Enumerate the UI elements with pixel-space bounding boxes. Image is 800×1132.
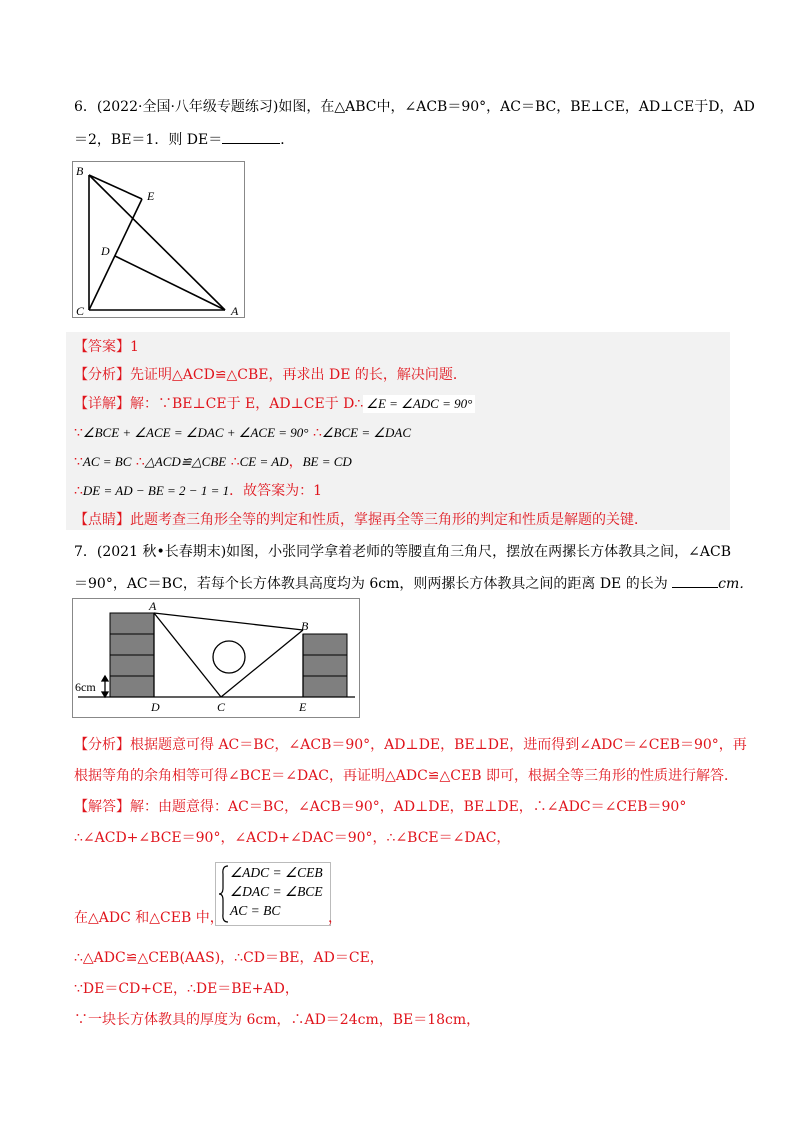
q6-detail-line1 xyxy=(74,395,475,413)
q7-analysis-line2: 根据等角的余角相等可得∠BCE＝∠DAC，再证明△ADC≌△CEB 即可，根据全等三角形的性质进行解答． xyxy=(74,768,738,784)
q6-detail-text: 【详解】解：∵BE⊥CE于 E，AD⊥CE于 D∴ xyxy=(74,396,364,412)
q7-solution-line3 xyxy=(74,909,224,927)
q7-solution-line6: ∵一块长方体教具的厚度为 6cm，∴AD＝24cm，BE＝18cm， xyxy=(74,1012,481,1028)
q6-therefore-sym4: ∴ xyxy=(74,483,83,499)
q7-stem-line1: 7．(2021 秋•长春期末)如图，小张同学拿着老师的等腰直角三角尺，摆放在两摞长方体教具之间，∠ACB xyxy=(74,544,732,560)
q7-solution-line4: ∴△ADC≌△CEB(AAS)，∴CD＝BE，AD＝CE， xyxy=(74,950,384,966)
q6-step3-math: AC = BC xyxy=(82,454,132,469)
q6-answer-blank xyxy=(222,131,280,144)
q7-label-b: B xyxy=(301,619,309,633)
q7-height-label: 6cm xyxy=(75,680,96,694)
q6-triangle-diagram xyxy=(73,162,244,317)
q6-comment: 【点睛】此题考查三角形全等的判定和性质，掌握再全等三角形的判定和性质是解题的关键． xyxy=(74,512,648,528)
q7-figure xyxy=(72,598,360,718)
q6-step2-math: ∠BCE + ∠ACE = ∠DAC + ∠ACE = 90° xyxy=(82,425,309,440)
q6-analysis: 【分析】先证明△ACD≌△CBE，再求出 DE 的长，解决问题． xyxy=(74,367,467,383)
q7-stem-line2-text: ＝90°，AC＝BC，若每个长方体教具高度均为 6cm，则两摞长方体教具之间的距离 DE 的长为 xyxy=(74,576,673,592)
q7-right-block-3 xyxy=(303,676,347,697)
q6-figure xyxy=(72,161,245,318)
q6-detail-line4 xyxy=(74,482,322,500)
q7-label-d: D xyxy=(151,700,160,714)
q6-step4-math: DE = AD − BE = 2 − 1 = 1 xyxy=(82,483,230,498)
q6-step2-math2: ∠BCE = ∠DAC xyxy=(321,425,412,440)
q6-answer-label: 【答案】 xyxy=(74,339,130,355)
q6-stem-line2-end: ． xyxy=(280,132,295,148)
q6-detail-line3 xyxy=(74,453,352,471)
q6-step3-math3: CE = AD xyxy=(239,454,289,469)
q6-answer xyxy=(74,338,139,356)
q7-label-c: C xyxy=(217,700,226,714)
q6-label-c: C xyxy=(76,304,85,317)
q6-label-e: E xyxy=(147,189,155,203)
q7-stem-line2-end: cm． xyxy=(718,576,754,592)
q6-label-b: B xyxy=(76,164,84,178)
q7-right-block-2 xyxy=(303,655,347,676)
q7-analysis-line1: 【分析】根据题意可得 AC＝BC，∠ACB＝90°，AD⊥DE，BE⊥DE，进而得到∠ADC＝∠CEB＝90°，再 xyxy=(74,737,747,753)
q7-solution-line2: ∴∠ACD+∠BCE＝90°，∠ACD+∠DAC＝90°，∴∠BCE＝∠DAC， xyxy=(74,830,511,846)
q6-label-d: D xyxy=(101,244,110,258)
q7-label-e: E xyxy=(299,700,307,714)
q7-stem-line2 xyxy=(74,575,753,593)
q6-therefore-sym3: ∴ xyxy=(230,454,240,470)
q6-detail-line2 xyxy=(74,424,411,442)
q6-therefore-sym: ∴ xyxy=(312,425,322,441)
q6-step3-comma: ， xyxy=(288,454,303,470)
q7-solution-line5: ∵DE＝CD+CE，∴DE＝BE+AD， xyxy=(74,981,299,997)
q7-solution-line3-comma: ， xyxy=(328,910,342,926)
q6-therefore-sym2: ∴ xyxy=(135,454,145,470)
q6-stem-line2 xyxy=(74,131,294,149)
q7-brace-eq2: ∠DAC = ∠BCE xyxy=(230,884,323,899)
q7-equation-system xyxy=(215,862,331,926)
q6-label-a: A xyxy=(231,304,239,317)
q6-detail-math: ∠E = ∠ADC = 90° xyxy=(363,395,475,413)
q6-step3-math2: △ACD≌△CBE xyxy=(144,454,227,469)
q7-left-block-1 xyxy=(110,613,154,634)
q7-right-block-1 xyxy=(303,634,347,655)
q6-step4-post: ．故答案为：1 xyxy=(229,483,323,499)
q7-answer-blank xyxy=(672,575,718,588)
q6-stem-line1: 6．(2022·全国·八年级专题练习)如图，在△ABC中，∠ACB＝90°，AC＝BC，BE⊥CE，AD⊥CE于D，AD xyxy=(74,99,755,115)
q7-left-block-4 xyxy=(110,676,154,697)
q6-because-sym: ∵ xyxy=(74,425,83,441)
q7-solution-line3-text: 在△ADC 和△CEB 中， xyxy=(74,910,224,926)
q7-brace-eq3: AC = BC xyxy=(230,903,281,918)
q7-brace-eq1: ∠ADC = ∠CEB xyxy=(230,865,323,880)
q7-blocks-diagram xyxy=(73,599,359,717)
q6-because-sym2: ∵ xyxy=(74,454,83,470)
q7-left-block-3 xyxy=(110,655,154,676)
q6-answer-value: 1 xyxy=(130,339,139,355)
q7-solution-line1: 【解答】解：由题意得：AC＝BC，∠ACB＝90°，AD⊥DE，BE⊥DE，∴∠ADC＝∠CEB＝90° xyxy=(74,799,687,815)
q7-left-block-2 xyxy=(110,634,154,655)
q6-step3-math4: BE = CD xyxy=(302,454,352,469)
q7-label-a: A xyxy=(149,599,157,613)
q6-stem-line2-text: ＝2，BE＝1．则 DE＝ xyxy=(74,132,223,148)
